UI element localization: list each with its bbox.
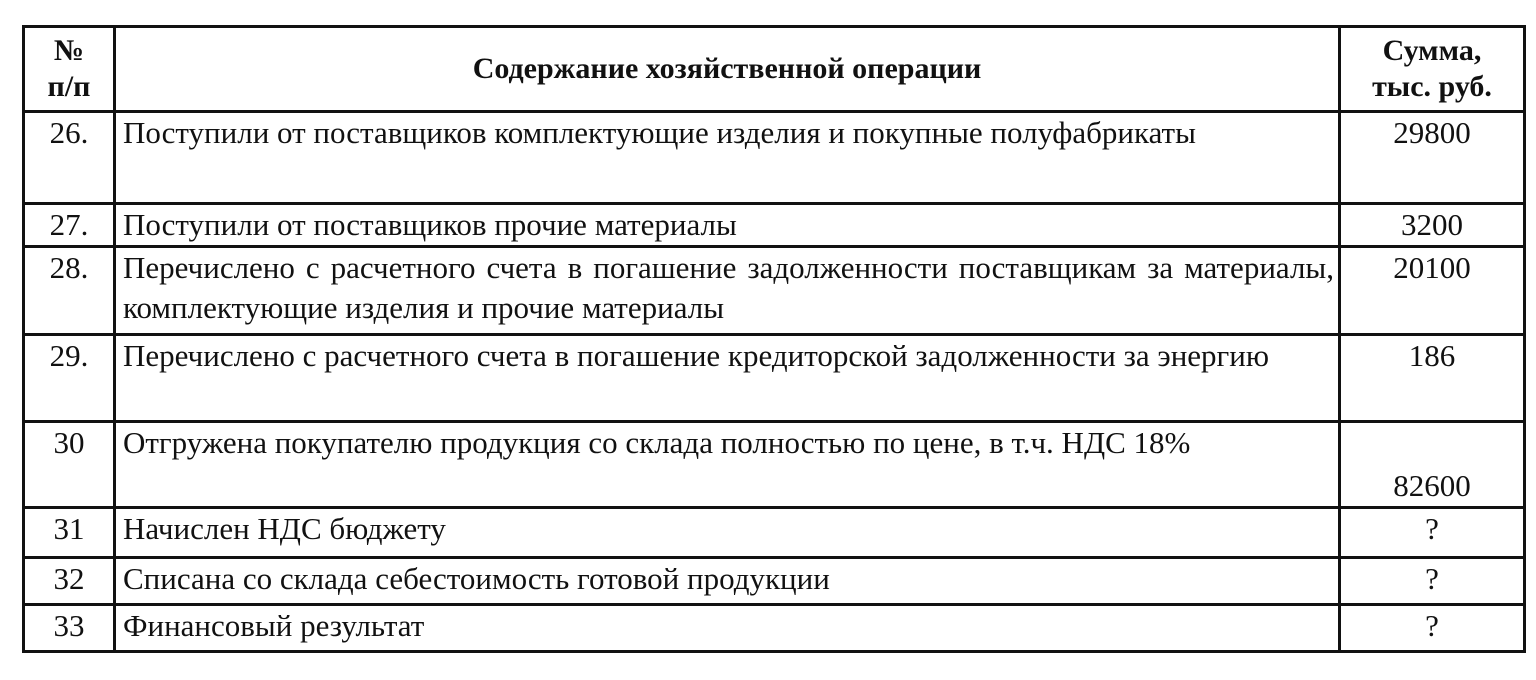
row-description: Списана со склада себестоимость готовой продукции: [115, 558, 1340, 605]
row-description: Перечислено с расчетного счета в погашение кредиторской задолженности за энергию: [115, 335, 1340, 422]
row-sum: ?: [1340, 508, 1525, 558]
row-description: Финансовый результат: [115, 605, 1340, 652]
header-description: Содержание хозяйственной операции: [115, 27, 1340, 112]
row-number: 26.: [24, 112, 115, 204]
row-number: 30: [24, 422, 115, 508]
row-description: Перечислено с расчетного счета в погашение задолженности поставщикам за материалы, комплектующие изделия и прочие материалы: [115, 247, 1340, 335]
row-description: Отгружена покупателю продукция со склада полностью по цене, в т.ч. НДС 18%: [115, 422, 1340, 508]
header-sum-line1: Сумма,: [1382, 34, 1482, 67]
row-number: 33: [24, 605, 115, 652]
table-row: [24, 508, 1525, 558]
table-row: [24, 204, 1525, 247]
header-number-line2: п/п: [47, 70, 91, 103]
row-sum: 29800: [1340, 112, 1525, 204]
row-sum: 3200: [1340, 204, 1525, 247]
row-number: 29.: [24, 335, 115, 422]
table-row: [24, 335, 1525, 422]
row-description: Поступили от поставщиков прочие материалы: [115, 204, 1340, 247]
header-row: [24, 27, 1525, 112]
header-sum: [1340, 27, 1525, 112]
header-sum-line2: тыс. руб.: [1372, 70, 1492, 103]
table-row: [24, 247, 1525, 335]
header-number: [24, 27, 115, 112]
row-sum: 82600: [1340, 422, 1525, 508]
table-row: [24, 422, 1525, 508]
row-sum: ?: [1340, 558, 1525, 605]
table-row: [24, 558, 1525, 605]
operations-table: [22, 25, 1526, 653]
row-description: Начислен НДС бюджету: [115, 508, 1340, 558]
row-description: Поступили от поставщиков комплектующие изделия и покупные полуфабрикаты: [115, 112, 1340, 204]
row-number: 32: [24, 558, 115, 605]
row-number: 28.: [24, 247, 115, 335]
table-row: [24, 112, 1525, 204]
header-number-line1: №: [53, 34, 85, 67]
row-sum: ?: [1340, 605, 1525, 652]
row-sum: 20100: [1340, 247, 1525, 335]
row-number: 31: [24, 508, 115, 558]
table-row: [24, 605, 1525, 652]
row-number: 27.: [24, 204, 115, 247]
row-sum: 186: [1340, 335, 1525, 422]
